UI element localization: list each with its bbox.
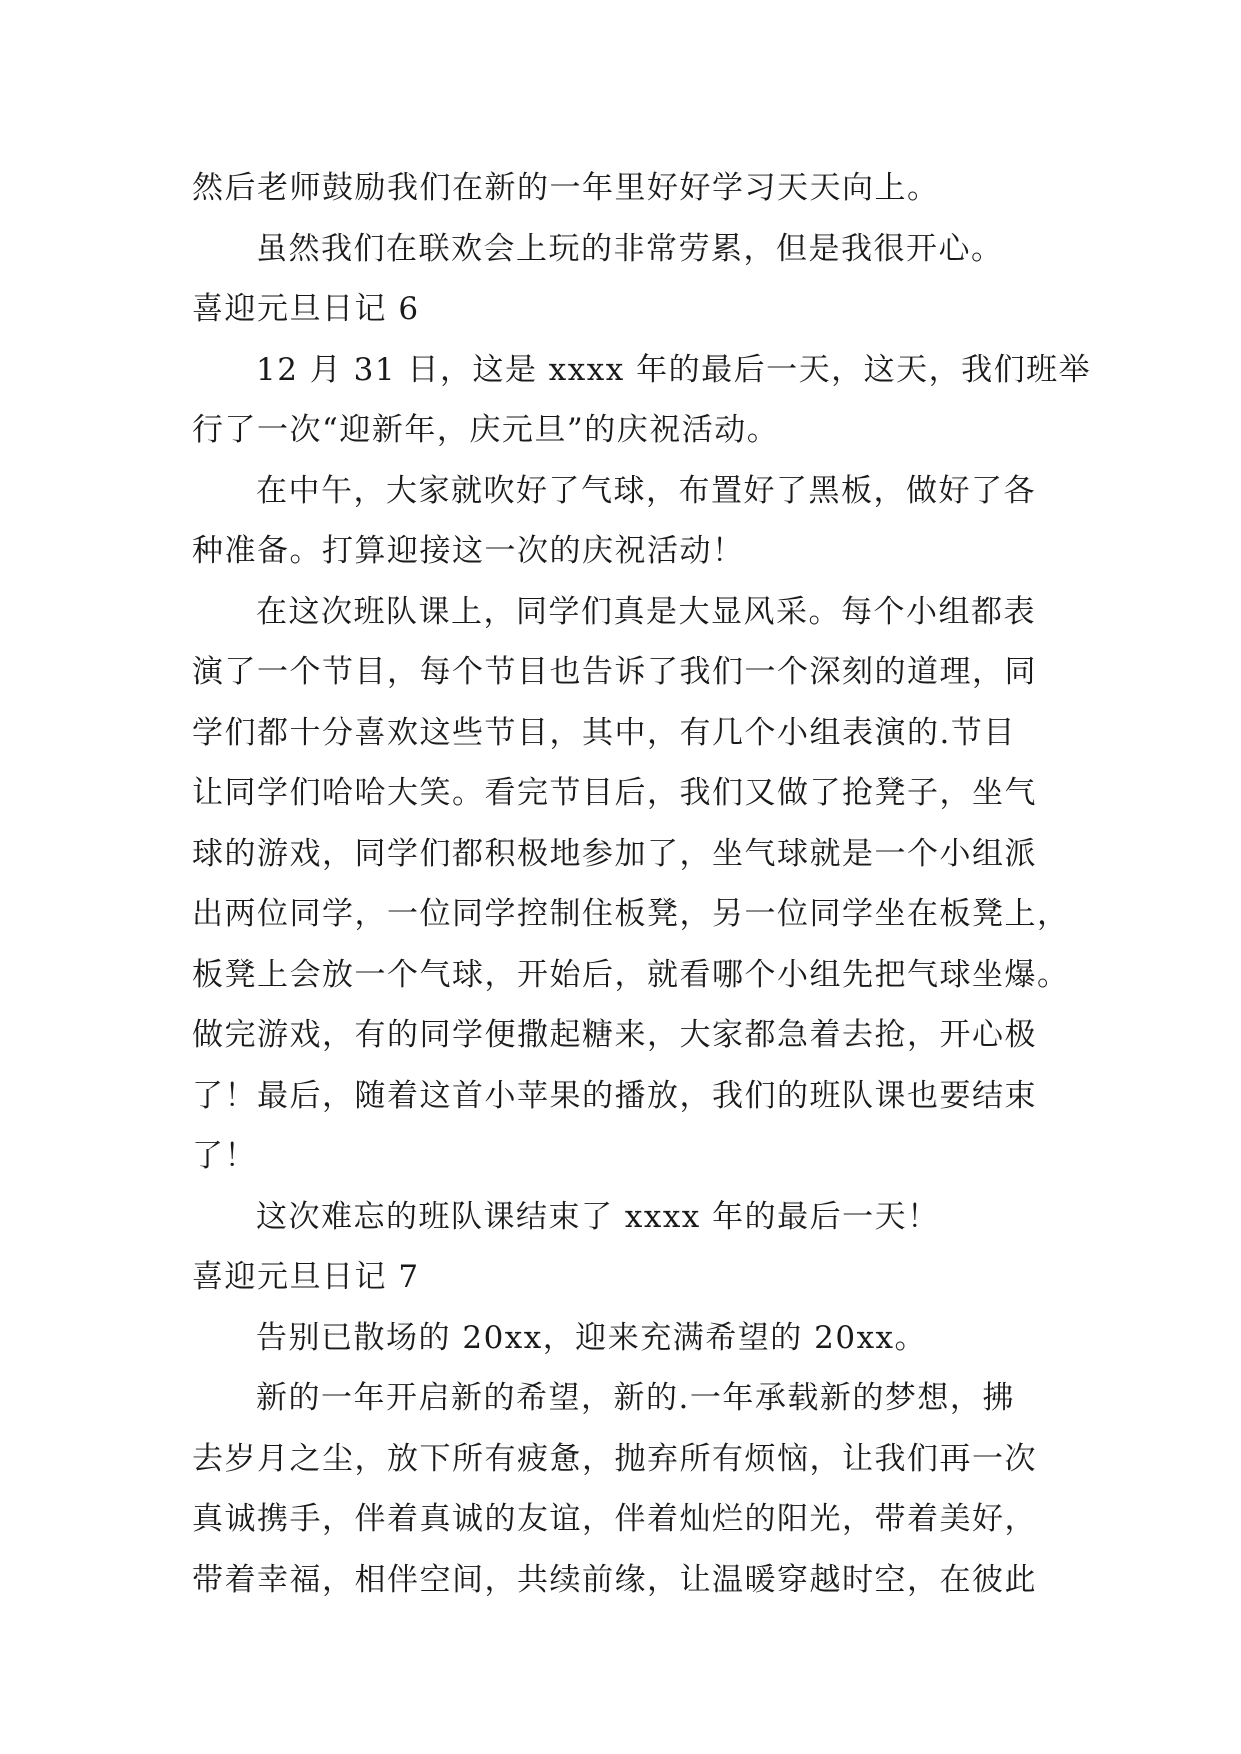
paragraph-line: 然后老师鼓励我们在新的一年里好好学习天天向上。 bbox=[192, 170, 940, 206]
paragraph-line: 做完游戏，有的同学便撒起糖来，大家都急着去抢，开心极 bbox=[192, 1017, 1037, 1053]
paragraph-line: 在中午，大家就吹好了气球，布置好了黑板，做好了各 bbox=[256, 472, 1036, 509]
paragraph-line: 种准备。打算迎接这一次的庆祝活动！ bbox=[192, 533, 745, 569]
paragraph-line: 演了一个节目，每个节目也告诉了我们一个深刻的道理，同 bbox=[192, 654, 1037, 690]
paragraph-line: 真诚携手，伴着真诚的友谊，伴着灿烂的阳光，带着美好， bbox=[192, 1501, 1037, 1537]
paragraph-line: 在这次班队课上，同学们真是大显风采。每个小组都表 bbox=[256, 593, 1036, 630]
paragraph-line: 学们都十分喜欢这些节目，其中，有几个小组表演的.节目 bbox=[192, 714, 1016, 751]
paragraph-line: 虽然我们在联欢会上玩的非常劳累，但是我很开心。 bbox=[256, 230, 1004, 267]
section-heading: 喜迎元旦日记 7 bbox=[192, 1259, 420, 1295]
paragraph-line: 让同学们哈哈大笑。看完节目后，我们又做了抢凳子，坐气 bbox=[192, 775, 1037, 811]
paragraph-line: 带着幸福，相伴空间，共续前缘，让温暖穿越时空，在彼此 bbox=[192, 1561, 1037, 1598]
paragraph-line: 这次难忘的班队课结束了 xxxx 年的最后一天！ bbox=[256, 1198, 940, 1235]
paragraph-line: 12 月 31 日，这是 xxxx 年的最后一天，这天，我们班举 bbox=[256, 351, 1092, 388]
paragraph-line: 行了一次“迎新年，庆元旦”的庆祝活动。 bbox=[192, 412, 780, 448]
paragraph-line: 了！ bbox=[192, 1138, 257, 1174]
paragraph-line: 去岁月之尘，放下所有疲惫，抛弃所有烦恼，让我们再一次 bbox=[192, 1440, 1037, 1477]
paragraph-line: 新的一年开启新的希望，新的.一年承载新的梦想，拂 bbox=[256, 1380, 1015, 1416]
paragraph-line: 板凳上会放一个气球，开始后，就看哪个小组先把气球坐爆。 bbox=[192, 956, 1070, 993]
paragraph-line: 了！最后，随着这首小苹果的播放，我们的班队课也要结束 bbox=[192, 1077, 1037, 1114]
paragraph-line: 出两位同学，一位同学控制住板凳，另一位同学坐在板凳上， bbox=[192, 896, 1070, 932]
paragraph-line: 告别已散场的 20xx，迎来充满希望的 20xx。 bbox=[256, 1319, 928, 1356]
paragraph-line: 球的游戏，同学们都积极地参加了，坐气球就是一个小组派 bbox=[192, 835, 1037, 872]
section-heading: 喜迎元旦日记 6 bbox=[192, 291, 420, 327]
document-body bbox=[192, 158, 1092, 1610]
